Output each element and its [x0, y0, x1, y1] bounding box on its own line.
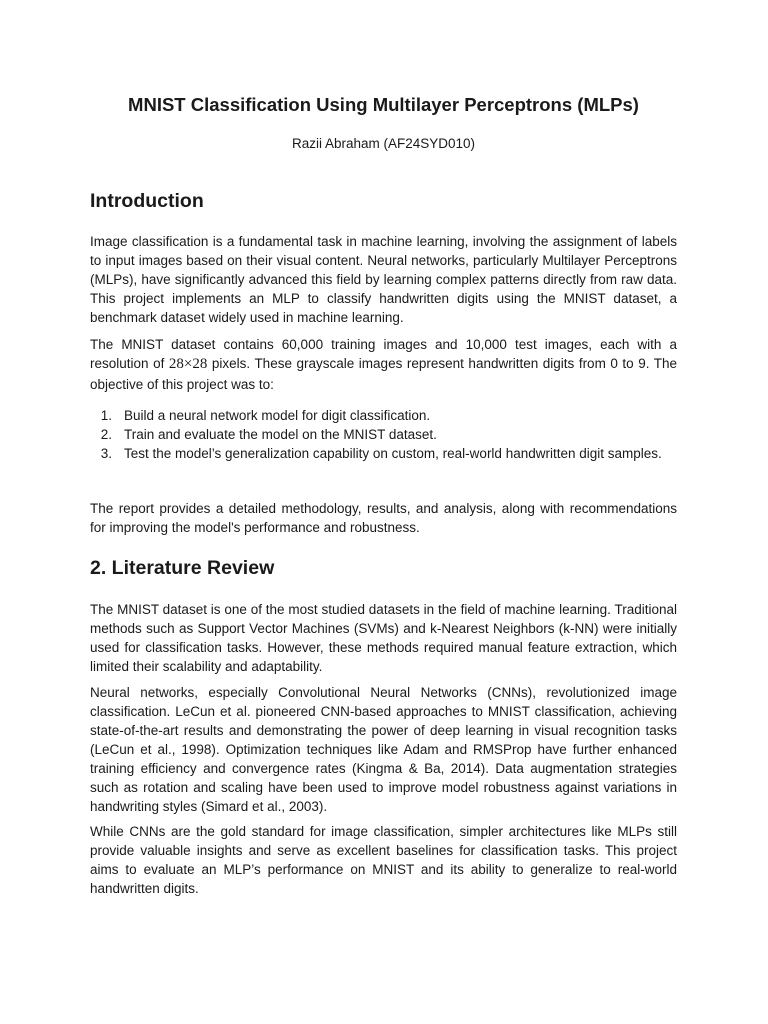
list-item-text: Train and evaluate the model on the MNIST dataset.: [124, 427, 437, 442]
introduction-heading: Introduction: [90, 190, 204, 212]
literature-paragraph-1: The MNIST dataset is one of the most studied datasets in the field of machine learning. Traditional methods such as Support Vector Machines (SVMs) and k-Nearest Neighbors (k-NN) were initially used for classification tasks. However, these methods required manual feature extraction, which limited their scalability and adaptability.: [90, 602, 677, 674]
author-line: Razii Abraham (AF24SYD010): [291, 136, 476, 151]
intro-paragraph-3: The report provides a detailed methodology, results, and analysis, along with recommendations for improving the model's performance and robustness.: [90, 501, 677, 535]
literature-paragraph-2: Neural networks, especially Convolutional Neural Networks (CNNs), revolutionized image classification. LeCun et al. pioneered CNN-based approaches to MNIST classification, achieving state-of-the-art results and demonstrating the power of deep learning in visual recognition tasks (LeCun et al., 1998). Optimization techniques like Adam and RMSProp have further enhanced training efficiency and convergence rates (Kingma & Ba, 2014). Data augmentation strategies such as rotation and scaling have been used to improve model robustness against variations in handwriting styles (Simard et al., 2003).: [90, 685, 677, 814]
intro-paragraph-2-end: pixels. These grayscale images represent handwritten digits from 0 to 9. The objective of this project was to:: [90, 356, 678, 392]
intro-paragraph-1: Image classification is a fundamental task in machine learning, involving the assignment of labels to input images based on their visual content. Neural networks, particularly Multilayer Perceptrons (MLPs), have significantly advanced this field by learning complex patterns directly from raw data. This project implements an MLP to classify handwritten digits using the MNIST dataset, a benchmark dataset widely used in machine learning.: [90, 234, 677, 325]
list-item-text: Test the model’s generalization capability on custom, real-world handwritten digit samples.: [124, 446, 662, 461]
list-item: [90, 406, 677, 425]
literature-paragraph-3: While CNNs are the gold standard for image classification, simpler architectures like MLPs still provide valuable insights and serve as excellent baselines for classification tasks. This project aims to evaluate an MLP’s performance on MNIST and its ability to generalize to real-world handwritten digits.: [90, 824, 677, 896]
document-title: MNIST Classification Using Multilayer Perceptrons (MLPs): [128, 94, 639, 115]
literature-review-heading: 2. Literature Review: [90, 557, 275, 579]
resolution-math: 28×28: [168, 356, 208, 373]
objectives-list: [90, 406, 677, 463]
list-item: [90, 444, 677, 463]
intro-paragraph-2: [90, 335, 677, 394]
list-item-number: 3.: [100, 446, 112, 461]
list-item-number: 2.: [100, 427, 112, 442]
list-item-text: Build a neural network model for digit classification.: [124, 408, 431, 423]
list-item: [90, 425, 677, 444]
list-item-number: 1.: [100, 408, 112, 423]
intro-paragraph-2-start: The MNIST dataset contains 60,000 training images and 10,000 test images, each with a resolution of: [90, 337, 677, 372]
